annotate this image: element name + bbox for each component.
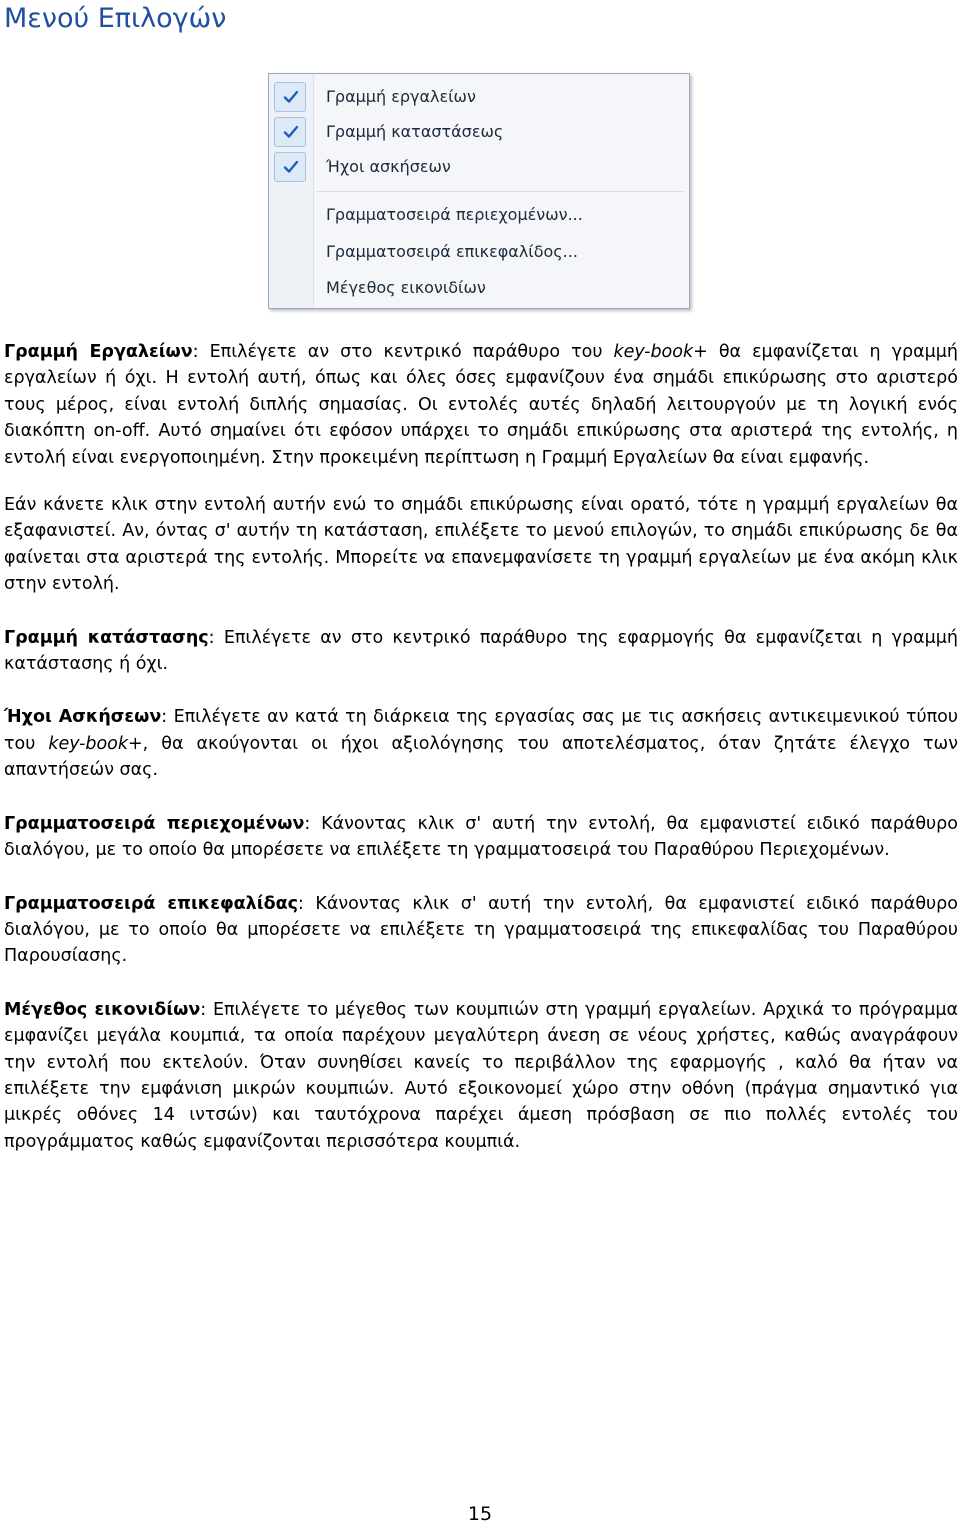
term-separator: : [298,893,316,914]
paragraph-text: Κάνοντας κλικ σ' αυτή την εντολή, θα εμφανιστεί ειδικό παράθυρο διαλόγου, με το οποίο θα μπορέσετε να επιλέξετε τη γραμματοσειρά του Παραθύρου Περιεχομένων. [4,813,958,861]
paragraph-content-font [4,811,958,864]
paragraph-icon-size [4,997,958,1155]
menu-item-icon-size[interactable] [269,271,689,305]
page-number: 15 [467,1503,493,1525]
checkmark-icon [274,152,306,182]
paragraph-text: θα εμφανίζεται η γραμμή εργαλείων ή όχι. Η εντολή αυτή, όπως και όλες όσες εμφανίζουν ένα σημάδι επικύρωσης στο αριστερό τους μέρος, είναι εντολή διπλής σημασίας. Οι εντολές αυτές δηλαδή λειτουργούν με τη λογική ενός διακόπτη on-off. Αυτό σημαίνει ότι εφόσον υπάρχει το σημάδι επικύρωσης στα αριστερά της εντολής, η εντολή είναι ενεργοποιημένη. Στην προκειμένη περίπτωση η Γραμμή Εργαλείων θα είναι εμφανής. [4,342,958,468]
term: Γραμμή κατάστασης [4,627,209,648]
checkmark-icon [274,82,306,112]
paragraph-text: Επιλέγετε αν κατά τη διάρκεια της εργασίας σας με τις ασκήσεις αντικειμενικού τύπου του [4,707,958,754]
menu-item-label: Γραμματοσειρά επικεφαλίδος... [326,242,578,261]
term-separator: : [304,813,322,834]
menu-item-label: Γραμμή καταστάσεως [326,122,504,141]
menu-item-label: Ήχοι ασκήσεων [326,157,451,176]
product-name: key-book+ [48,733,143,754]
document-body [4,339,958,1182]
paragraph-text: Επιλέγετε αν στο κεντρικό παράθυρο του [209,342,614,362]
paragraph-header-font [4,891,958,970]
term: Γραμμή Εργαλείων [4,342,193,362]
options-menu [268,73,690,309]
checkmark-icon [274,117,306,147]
term: Γραμματοσειρά περιεχομένων [4,813,305,834]
menu-item-label: Μέγεθος εικονιδίων [326,278,486,297]
term-separator: : [208,627,224,648]
menu-item-label: Γραμματοσειρά περιεχομένων... [326,205,583,224]
term: Ήχοι Ασκήσεων [4,707,162,728]
term: Γραμματοσειρά επικεφαλίδας [4,893,298,914]
term: Μέγεθος εικονιδίων [4,999,201,1020]
term-separator: : [192,342,210,362]
menu-item-label: Γραμμή εργαλείων [326,87,476,106]
paragraph-status-bar [4,625,958,678]
menu-item-content-font[interactable] [269,198,689,232]
menu-item-toolbar[interactable] [269,80,689,114]
paragraph-text: Επιλέγετε το μέγεθος των κουμπιών στη γραμμή εργαλείων. Αρχικά το πρόγραμμα εμφανίζει μεγάλα κουμπιά, τα οποία παρέχουν μεγαλύτερη άνεση σε νέους χρήστες, καθώς αναγράφουν την εντολή που εκτελούν. Όταν συνηθίσει κανείς το περιβάλλον της εφαρμογής , καλό θα ήταν να επιλέξετε την εμφάνιση μικρών κουμπιών. Αυτό εξοικονομεί χώρο στην οθόνη (πράγμα σημαντικό για μικρές οθόνες 14 ιντσών) και ταυτόχρονα παρέχει άμεση πρόσβαση σε πιο πολλές εντολές του προγράμματος καθώς εμφανίζονται περισσότερα κουμπιά. [4,999,958,1152]
paragraph-text: Επιλέγετε αν στο κεντρικό παράθυρο της εφαρμογής θα εμφανίζεται η γραμμή κατάστασης ή όχι. [4,627,958,675]
menu-item-header-font[interactable] [269,235,689,269]
paragraph-text: Κάνοντας κλικ σ' αυτή την εντολή, θα εμφανιστεί ειδικό παράθυρο διαλόγου, με το οποίο θα μπορέσετε να επιλέξετε τη γραμματοσειρά της επικεφαλίδας του Παραθύρου Παρουσίασης. [4,893,958,967]
menu-item-status-bar[interactable] [269,115,689,149]
paragraph-text: Εάν κάνετε κλικ στην εντολή αυτήν ενώ το σημάδι επικύρωσης είναι ορατό, τότε η γραμμή εργαλείων θα εξαφανιστεί. Αν, όντας σ' αυτήν τη κατάσταση, επιλέξετε το μενού επιλογών, το σημάδι επικύρωσης δε θα φαίνεται στα αριστερά της εντολής. Μπορείτε να επανεμφανίσετε τη γραμμή εργαλείων με ένα ακόμη κλικ στην εντολή. [4,495,958,595]
term-separator: : [200,999,213,1020]
page-title: Μενού Επιλογών [4,3,227,34]
menu-item-exercise-sounds[interactable] [269,150,689,184]
paragraph-toolbar [4,339,958,471]
paragraph-toolbar-toggle [4,492,958,598]
paragraph-text: , θα ακούγονται οι ήχοι αξιολόγησης του αποτελέσματος, όταν ζητάτε έλεγχο των απαντήσεών σας. [4,733,958,781]
product-name: key-book+ [613,342,708,362]
menu-separator [317,191,683,192]
paragraph-exercise-sounds [4,704,958,783]
term-separator: : [161,707,174,728]
